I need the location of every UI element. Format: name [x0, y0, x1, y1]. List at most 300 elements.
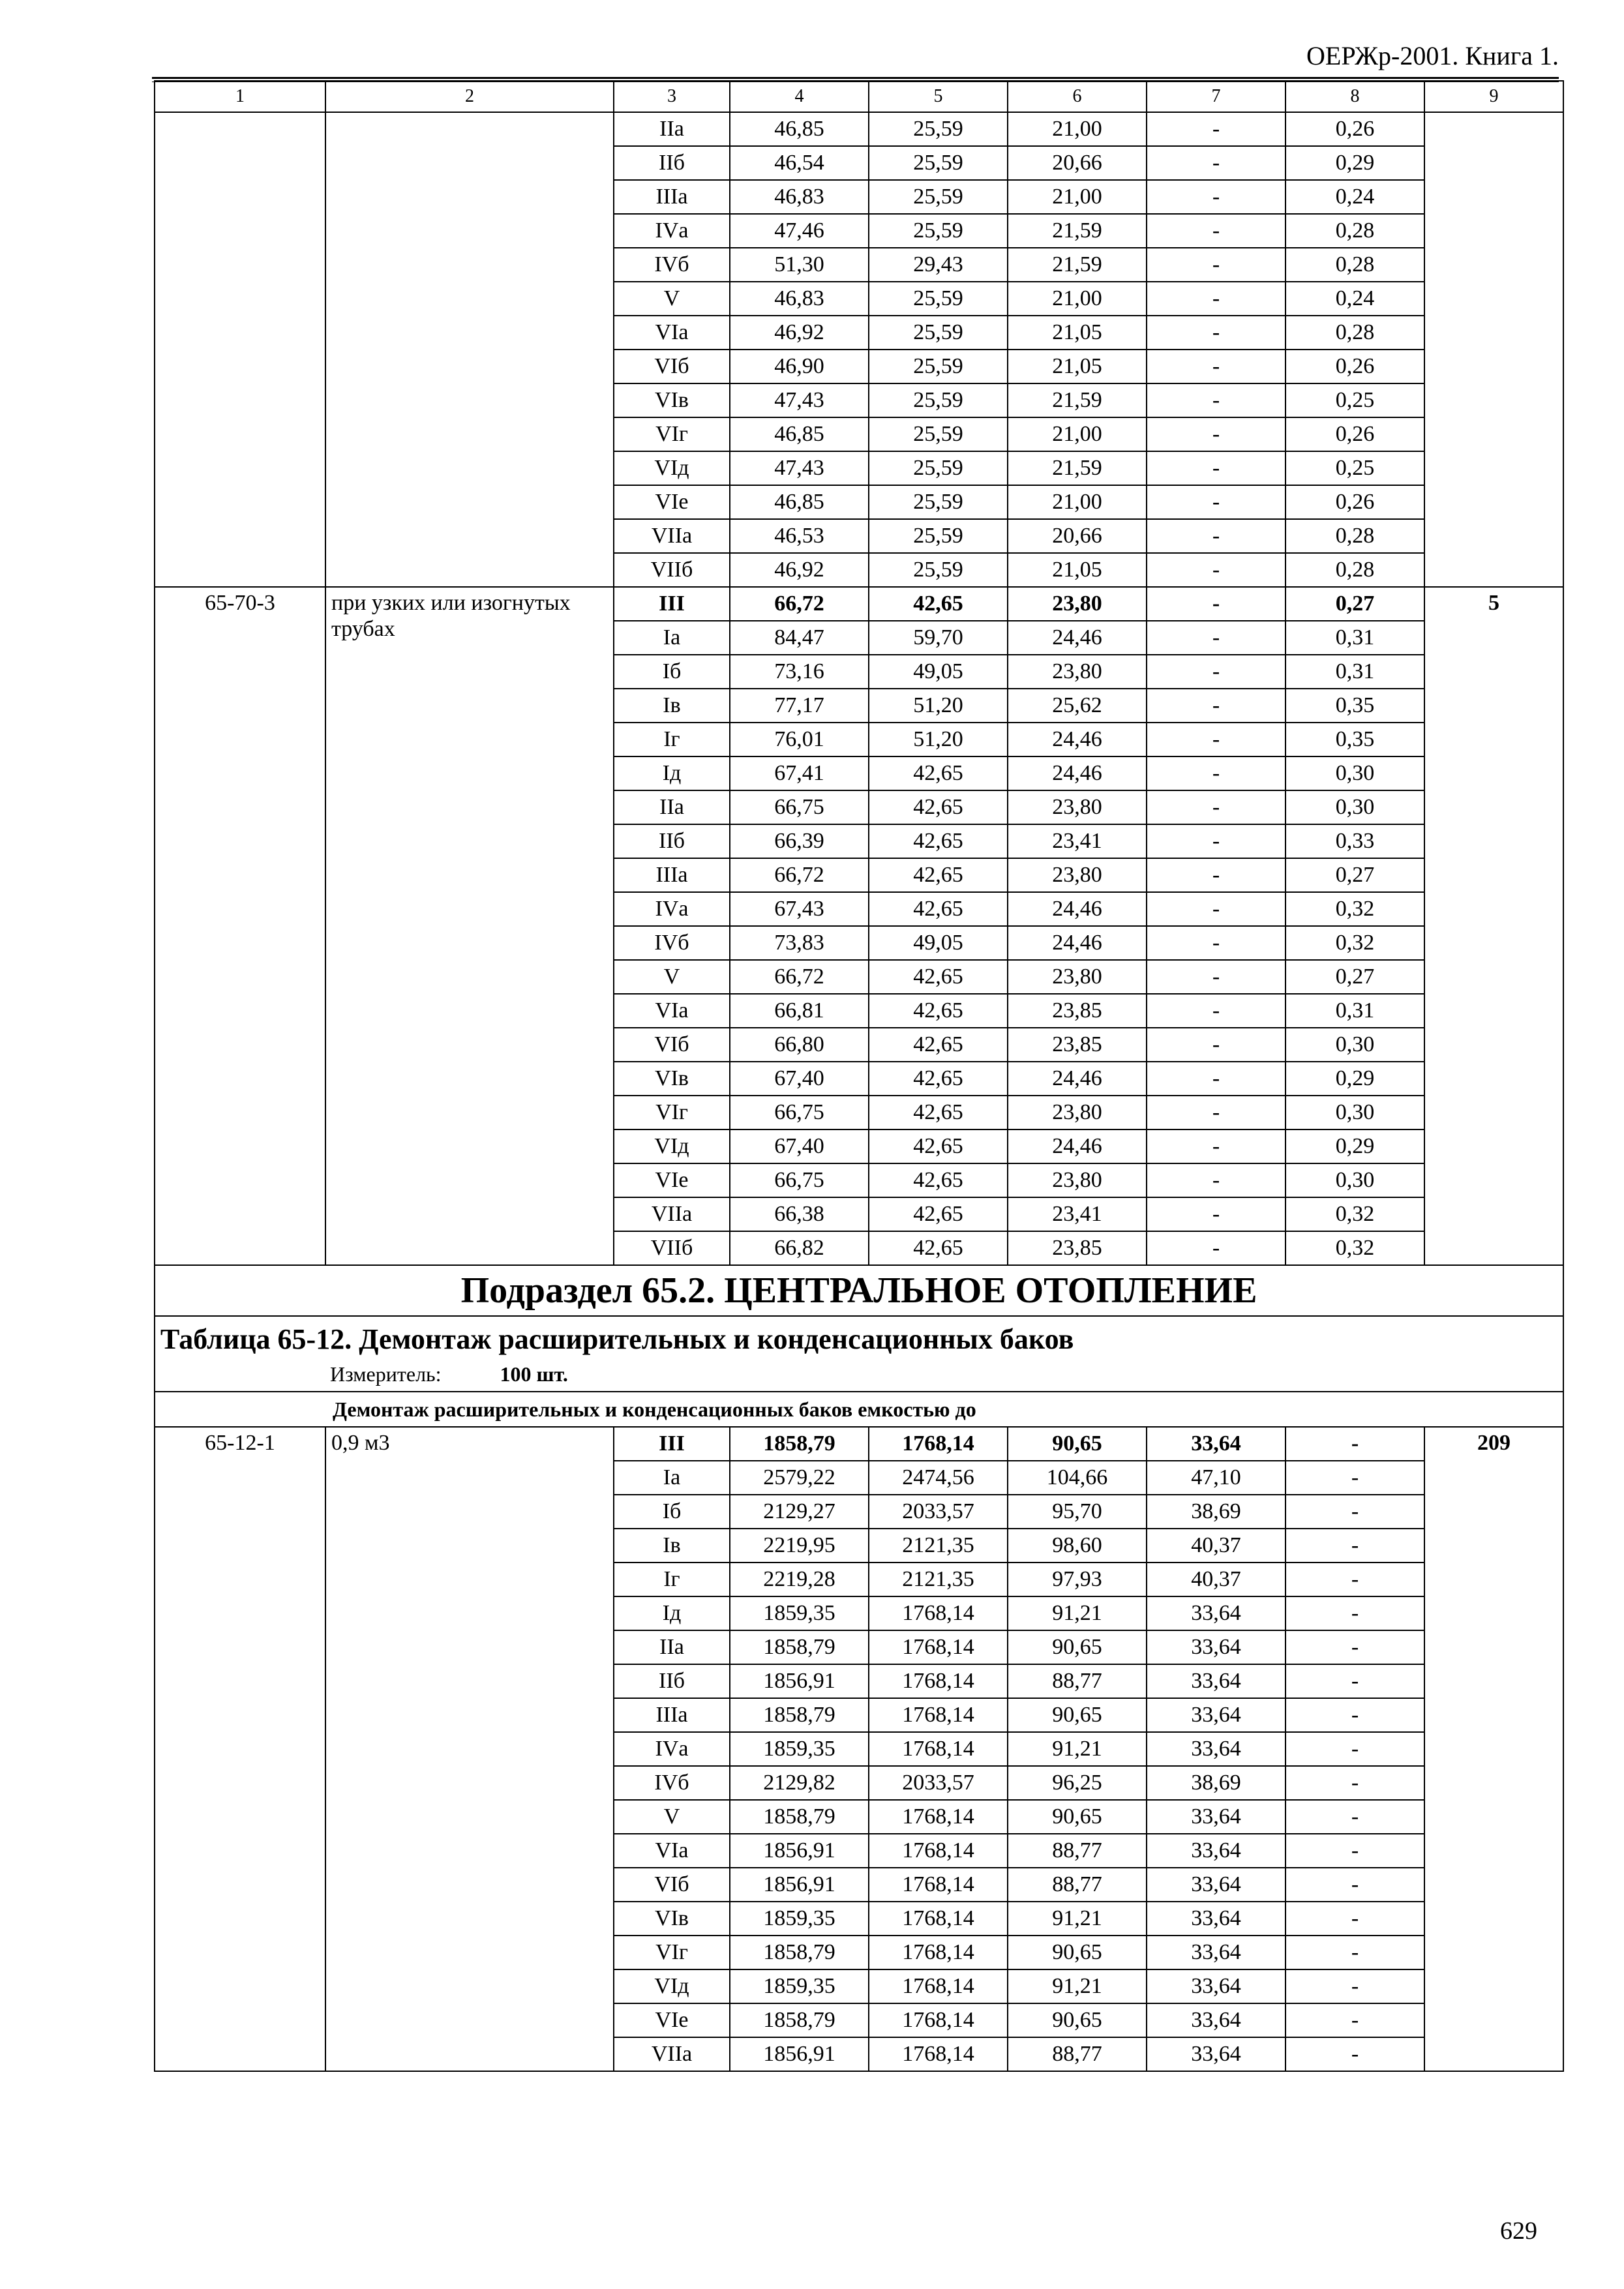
value-cell: 25,59 — [869, 383, 1008, 417]
value-cell: 23,80 — [1008, 1096, 1147, 1130]
value-cell: 1858,79 — [730, 1698, 869, 1732]
zone-cell: VIд — [614, 451, 730, 485]
value-cell: 33,64 — [1147, 1868, 1286, 1902]
value-cell: - — [1286, 1427, 1424, 1461]
column-number: 1 — [155, 81, 325, 112]
value-cell: 0,30 — [1286, 1163, 1424, 1197]
value-cell: 38,69 — [1147, 1766, 1286, 1800]
value-cell: 42,65 — [869, 858, 1008, 892]
zone-cell: Iб — [614, 1495, 730, 1529]
zone-cell: V — [614, 282, 730, 316]
page-number: 629 — [1500, 2217, 1537, 2245]
value-cell: 42,65 — [869, 1197, 1008, 1231]
value-cell: 42,65 — [869, 994, 1008, 1028]
value-cell: 0,32 — [1286, 1231, 1424, 1265]
value-cell: - — [1147, 1028, 1286, 1062]
value-cell: - — [1147, 587, 1286, 621]
value-cell: - — [1147, 316, 1286, 350]
value-cell: 46,92 — [730, 316, 869, 350]
value-cell: 25,59 — [869, 214, 1008, 248]
value-cell: - — [1147, 858, 1286, 892]
value-cell: - — [1286, 1902, 1424, 1936]
value-cell: 25,59 — [869, 553, 1008, 587]
value-cell: - — [1147, 282, 1286, 316]
value-cell: 97,93 — [1008, 1563, 1147, 1596]
value-cell: 0,28 — [1286, 316, 1424, 350]
column-number: 3 — [614, 81, 730, 112]
zone-cell: III — [614, 1427, 730, 1461]
zone-cell: VIе — [614, 2003, 730, 2037]
value-cell: 23,41 — [1008, 824, 1147, 858]
value-cell: - — [1147, 994, 1286, 1028]
value-cell: 21,00 — [1008, 417, 1147, 451]
value-cell: 0,28 — [1286, 553, 1424, 587]
value-cell: - — [1286, 1495, 1424, 1529]
value-cell: 96,25 — [1008, 1766, 1147, 1800]
value-cell: 2579,22 — [730, 1461, 869, 1495]
value-cell: 1858,79 — [730, 1630, 869, 1664]
value-cell: 21,05 — [1008, 350, 1147, 383]
value-cell: 0,30 — [1286, 1028, 1424, 1062]
value-cell: 0,35 — [1286, 723, 1424, 756]
zone-cell: IIб — [614, 824, 730, 858]
value-cell: 46,83 — [730, 180, 869, 214]
value-cell: 2219,95 — [730, 1529, 869, 1563]
value-cell: - — [1286, 1698, 1424, 1732]
value-cell: 25,62 — [1008, 689, 1147, 723]
subsection-title: Подраздел 65.2. ЦЕНТРАЛЬНОЕ ОТОПЛЕНИЕ — [155, 1265, 1563, 1316]
value-cell: 66,75 — [730, 1163, 869, 1197]
value-cell: 67,43 — [730, 892, 869, 926]
zone-cell: VIб — [614, 1868, 730, 1902]
table-row — [155, 587, 1563, 621]
value-cell: 76,01 — [730, 723, 869, 756]
column-number: 8 — [1286, 81, 1424, 112]
value-cell: - — [1147, 1231, 1286, 1265]
value-cell: 24,46 — [1008, 756, 1147, 790]
zone-cell: VIе — [614, 485, 730, 519]
value-cell: 90,65 — [1008, 1936, 1147, 1969]
table-title: Таблица 65-12. Демонтаж расширительных и конденсационных баков — [160, 1323, 1074, 1355]
value-cell: 0,29 — [1286, 1062, 1424, 1096]
value-cell: 47,10 — [1147, 1461, 1286, 1495]
value-cell: - — [1147, 1197, 1286, 1231]
zone-cell: V — [614, 1800, 730, 1834]
value-cell: 51,20 — [869, 723, 1008, 756]
value-cell: 67,40 — [730, 1062, 869, 1096]
value-cell: 24,46 — [1008, 926, 1147, 960]
value-cell: 23,80 — [1008, 587, 1147, 621]
value-cell: - — [1147, 926, 1286, 960]
value-cell: 1768,14 — [869, 1698, 1008, 1732]
materials-cell: 209 — [1424, 1427, 1563, 2071]
zone-cell: IIIа — [614, 180, 730, 214]
rates-table — [154, 80, 1564, 2072]
zone-cell: IIб — [614, 1664, 730, 1698]
value-cell: 42,65 — [869, 1130, 1008, 1163]
value-cell: 0,31 — [1286, 994, 1424, 1028]
zone-cell: VIг — [614, 1936, 730, 1969]
value-cell: 42,65 — [869, 1231, 1008, 1265]
value-cell: 0,31 — [1286, 655, 1424, 689]
value-cell: 23,85 — [1008, 994, 1147, 1028]
zone-cell: III — [614, 587, 730, 621]
value-cell: 67,41 — [730, 756, 869, 790]
value-cell: 1768,14 — [869, 1800, 1008, 1834]
value-cell: 1768,14 — [869, 2003, 1008, 2037]
value-cell: 33,64 — [1147, 2037, 1286, 2071]
value-cell: 21,00 — [1008, 485, 1147, 519]
value-cell: 84,47 — [730, 621, 869, 655]
value-cell: - — [1286, 1732, 1424, 1766]
zone-cell: IIб — [614, 146, 730, 180]
value-cell: - — [1147, 553, 1286, 587]
value-cell: 49,05 — [869, 926, 1008, 960]
value-cell: 91,21 — [1008, 1902, 1147, 1936]
value-cell: 25,59 — [869, 282, 1008, 316]
value-cell: 47,43 — [730, 451, 869, 485]
zone-cell: VIа — [614, 994, 730, 1028]
zone-cell: Iг — [614, 1563, 730, 1596]
value-cell: 73,16 — [730, 655, 869, 689]
value-cell: 91,21 — [1008, 1732, 1147, 1766]
value-cell: 23,80 — [1008, 858, 1147, 892]
value-cell: - — [1286, 1664, 1424, 1698]
value-cell: 0,24 — [1286, 282, 1424, 316]
value-cell: 2129,27 — [730, 1495, 869, 1529]
value-cell: 38,69 — [1147, 1495, 1286, 1529]
value-cell: 66,75 — [730, 1096, 869, 1130]
value-cell: 25,59 — [869, 112, 1008, 146]
value-cell: 21,05 — [1008, 553, 1147, 587]
value-cell: 23,85 — [1008, 1028, 1147, 1062]
value-cell: 42,65 — [869, 1028, 1008, 1062]
value-cell: - — [1286, 1936, 1424, 1969]
value-cell: 0,30 — [1286, 756, 1424, 790]
value-cell: 1768,14 — [869, 2037, 1008, 2071]
value-cell: 66,75 — [730, 790, 869, 824]
value-cell: - — [1147, 1163, 1286, 1197]
zone-cell: IVа — [614, 1732, 730, 1766]
column-number: 2 — [325, 81, 614, 112]
value-cell: 77,17 — [730, 689, 869, 723]
zone-cell: VIа — [614, 1834, 730, 1868]
value-cell: 51,30 — [730, 248, 869, 282]
value-cell: 0,35 — [1286, 689, 1424, 723]
value-cell: 0,30 — [1286, 1096, 1424, 1130]
value-cell: 1856,91 — [730, 1834, 869, 1868]
zone-cell: VIIа — [614, 519, 730, 553]
value-cell: 33,64 — [1147, 2003, 1286, 2037]
zone-cell: IIа — [614, 790, 730, 824]
work-description — [325, 112, 614, 587]
value-cell: 1768,14 — [869, 1969, 1008, 2003]
value-cell: 33,64 — [1147, 1664, 1286, 1698]
value-cell: 2033,57 — [869, 1495, 1008, 1529]
value-cell: 24,46 — [1008, 892, 1147, 926]
value-cell: 0,30 — [1286, 790, 1424, 824]
value-cell: 21,00 — [1008, 282, 1147, 316]
value-cell: 0,32 — [1286, 892, 1424, 926]
zone-cell: Iг — [614, 723, 730, 756]
value-cell: 24,46 — [1008, 1130, 1147, 1163]
zone-cell: IVб — [614, 1766, 730, 1800]
table-heading-row — [155, 1316, 1563, 1392]
value-cell: - — [1147, 350, 1286, 383]
value-cell: 1858,79 — [730, 2003, 869, 2037]
value-cell: 0,29 — [1286, 146, 1424, 180]
value-cell: 0,25 — [1286, 383, 1424, 417]
value-cell: 0,33 — [1286, 824, 1424, 858]
zone-cell: IVа — [614, 892, 730, 926]
value-cell: 42,65 — [869, 1062, 1008, 1096]
value-cell: 1858,79 — [730, 1800, 869, 1834]
value-cell: 42,65 — [869, 587, 1008, 621]
zone-cell: Iв — [614, 1529, 730, 1563]
unit-value: 100 шт. — [500, 1362, 568, 1386]
value-cell: 1768,14 — [869, 1630, 1008, 1664]
value-cell: 24,46 — [1008, 1062, 1147, 1096]
book-title: ОЕРЖр-2001. Книга 1. — [1306, 41, 1559, 70]
value-cell: 1768,14 — [869, 1834, 1008, 1868]
value-cell: 66,80 — [730, 1028, 869, 1062]
value-cell: 66,72 — [730, 587, 869, 621]
zone-cell: V — [614, 960, 730, 994]
table-row — [155, 1427, 1563, 1461]
zone-cell: Iв — [614, 689, 730, 723]
value-cell: 0,27 — [1286, 960, 1424, 994]
zone-cell: IIа — [614, 1630, 730, 1664]
value-cell: 1858,79 — [730, 1936, 869, 1969]
materials-cell: 5 — [1424, 587, 1563, 1265]
rate-code: 65-12-1 — [155, 1427, 325, 2071]
value-cell: 91,21 — [1008, 1969, 1147, 2003]
value-cell: 1768,14 — [869, 1732, 1008, 1766]
zone-cell: VIг — [614, 1096, 730, 1130]
value-cell: - — [1147, 417, 1286, 451]
value-cell: - — [1147, 112, 1286, 146]
value-cell: - — [1286, 1461, 1424, 1495]
value-cell: 0,27 — [1286, 858, 1424, 892]
zone-cell: VIIб — [614, 1231, 730, 1265]
value-cell: 2129,82 — [730, 1766, 869, 1800]
value-cell: 46,83 — [730, 282, 869, 316]
work-description: при узких или изогнутых трубах — [325, 587, 614, 1265]
value-cell: 25,59 — [869, 519, 1008, 553]
value-cell: 25,59 — [869, 485, 1008, 519]
column-number: 6 — [1008, 81, 1147, 112]
value-cell: 1859,35 — [730, 1732, 869, 1766]
value-cell: 88,77 — [1008, 1664, 1147, 1698]
value-cell: 33,64 — [1147, 1969, 1286, 2003]
value-cell: - — [1286, 1766, 1424, 1800]
value-cell: 47,46 — [730, 214, 869, 248]
value-cell: 66,82 — [730, 1231, 869, 1265]
zone-cell: Iа — [614, 1461, 730, 1495]
value-cell: 21,59 — [1008, 451, 1147, 485]
materials-cell — [1424, 112, 1563, 587]
value-cell: 2121,35 — [869, 1529, 1008, 1563]
value-cell: 21,59 — [1008, 383, 1147, 417]
value-cell: - — [1147, 892, 1286, 926]
value-cell: 23,41 — [1008, 1197, 1147, 1231]
column-number: 4 — [730, 81, 869, 112]
value-cell: 25,59 — [869, 417, 1008, 451]
zone-cell: VIб — [614, 1028, 730, 1062]
value-cell: 1859,35 — [730, 1969, 869, 2003]
zone-cell: IIа — [614, 112, 730, 146]
value-cell: 1856,91 — [730, 1664, 869, 1698]
value-cell: 2219,28 — [730, 1563, 869, 1596]
value-cell: 40,37 — [1147, 1563, 1286, 1596]
value-cell: 33,64 — [1147, 1596, 1286, 1630]
value-cell: - — [1286, 1563, 1424, 1596]
table-row — [155, 112, 1563, 146]
value-cell: - — [1286, 1800, 1424, 1834]
value-cell: 46,85 — [730, 417, 869, 451]
value-cell: 95,70 — [1008, 1495, 1147, 1529]
value-cell: - — [1286, 2003, 1424, 2037]
value-cell: 66,81 — [730, 994, 869, 1028]
zone-cell: Iд — [614, 1596, 730, 1630]
column-number: 5 — [869, 81, 1008, 112]
value-cell: 0,26 — [1286, 417, 1424, 451]
value-cell: 33,64 — [1147, 1800, 1286, 1834]
value-cell: 0,32 — [1286, 1197, 1424, 1231]
unit-label: Измеритель: — [330, 1362, 442, 1386]
value-cell: 21,05 — [1008, 316, 1147, 350]
value-cell: 0,24 — [1286, 180, 1424, 214]
zone-cell: VIд — [614, 1130, 730, 1163]
value-cell: 33,64 — [1147, 1427, 1286, 1461]
zone-cell: VIIа — [614, 2037, 730, 2071]
value-cell: - — [1286, 1969, 1424, 2003]
value-cell: 25,59 — [869, 146, 1008, 180]
value-cell: 49,05 — [869, 655, 1008, 689]
value-cell: 51,20 — [869, 689, 1008, 723]
table-heading — [155, 1316, 1563, 1392]
value-cell: 23,80 — [1008, 655, 1147, 689]
zone-cell: VIв — [614, 383, 730, 417]
unit-line — [160, 1361, 1557, 1387]
value-cell: 0,25 — [1286, 451, 1424, 485]
value-cell: 42,65 — [869, 756, 1008, 790]
column-number: 9 — [1424, 81, 1563, 112]
value-cell: 88,77 — [1008, 1868, 1147, 1902]
zone-cell: VIе — [614, 1163, 730, 1197]
value-cell: 23,80 — [1008, 960, 1147, 994]
value-cell: 0,31 — [1286, 621, 1424, 655]
value-cell: - — [1147, 519, 1286, 553]
value-cell: - — [1147, 655, 1286, 689]
value-cell: 23,80 — [1008, 790, 1147, 824]
zone-cell: VIг — [614, 417, 730, 451]
value-cell: 1768,14 — [869, 1936, 1008, 1969]
value-cell: - — [1147, 824, 1286, 858]
value-cell: 21,59 — [1008, 248, 1147, 282]
value-cell: - — [1147, 1062, 1286, 1096]
rate-code: 65-70-3 — [155, 587, 325, 1265]
value-cell: - — [1147, 146, 1286, 180]
value-cell: 42,65 — [869, 1163, 1008, 1197]
value-cell: 0,26 — [1286, 350, 1424, 383]
value-cell: 0,28 — [1286, 214, 1424, 248]
value-cell: 33,64 — [1147, 1902, 1286, 1936]
value-cell: - — [1147, 1130, 1286, 1163]
value-cell: - — [1147, 689, 1286, 723]
column-number-row — [155, 81, 1563, 112]
value-cell: 47,43 — [730, 383, 869, 417]
work-description: 0,9 м3 — [325, 1427, 614, 2071]
value-cell: 25,59 — [869, 180, 1008, 214]
value-cell: 1859,35 — [730, 1596, 869, 1630]
value-cell: 1768,14 — [869, 1664, 1008, 1698]
value-cell: - — [1286, 2037, 1424, 2071]
zone-cell: IIIа — [614, 858, 730, 892]
value-cell: 21,00 — [1008, 112, 1147, 146]
value-cell: 73,83 — [730, 926, 869, 960]
value-cell: - — [1147, 723, 1286, 756]
value-cell: - — [1286, 1596, 1424, 1630]
zone-cell: IVб — [614, 926, 730, 960]
zone-cell: VIа — [614, 316, 730, 350]
value-cell: 33,64 — [1147, 1834, 1286, 1868]
value-cell: 42,65 — [869, 790, 1008, 824]
value-cell: 42,65 — [869, 824, 1008, 858]
value-cell: 0,32 — [1286, 926, 1424, 960]
value-cell: - — [1147, 756, 1286, 790]
value-cell: 21,59 — [1008, 214, 1147, 248]
value-cell: 40,37 — [1147, 1529, 1286, 1563]
value-cell: 42,65 — [869, 1096, 1008, 1130]
value-cell: 23,80 — [1008, 1163, 1147, 1197]
value-cell: - — [1147, 790, 1286, 824]
value-cell: 25,59 — [869, 350, 1008, 383]
value-cell: 90,65 — [1008, 2003, 1147, 2037]
value-cell: 1856,91 — [730, 1868, 869, 1902]
value-cell: 33,64 — [1147, 1732, 1286, 1766]
value-cell: 0,28 — [1286, 519, 1424, 553]
value-cell: 88,77 — [1008, 2037, 1147, 2071]
value-cell: 2121,35 — [869, 1563, 1008, 1596]
value-cell: 0,29 — [1286, 1130, 1424, 1163]
page-header — [152, 26, 1559, 79]
zone-cell: VIв — [614, 1902, 730, 1936]
zone-cell: VIд — [614, 1969, 730, 2003]
value-cell: 46,92 — [730, 553, 869, 587]
value-cell: 42,65 — [869, 892, 1008, 926]
value-cell: 104,66 — [1008, 1461, 1147, 1495]
zone-cell: VIв — [614, 1062, 730, 1096]
value-cell: 46,85 — [730, 112, 869, 146]
value-cell: - — [1147, 180, 1286, 214]
value-cell: 59,70 — [869, 621, 1008, 655]
value-cell: 33,64 — [1147, 1630, 1286, 1664]
zone-cell: Iд — [614, 756, 730, 790]
value-cell: - — [1286, 1868, 1424, 1902]
value-cell: 90,65 — [1008, 1427, 1147, 1461]
value-cell: 46,54 — [730, 146, 869, 180]
value-cell: 2033,57 — [869, 1766, 1008, 1800]
value-cell: 90,65 — [1008, 1800, 1147, 1834]
value-cell: - — [1147, 214, 1286, 248]
value-cell: 21,00 — [1008, 180, 1147, 214]
value-cell: 66,72 — [730, 858, 869, 892]
subsection-row — [155, 1265, 1563, 1316]
value-cell: - — [1147, 383, 1286, 417]
value-cell: 46,90 — [730, 350, 869, 383]
zone-cell: VIIа — [614, 1197, 730, 1231]
